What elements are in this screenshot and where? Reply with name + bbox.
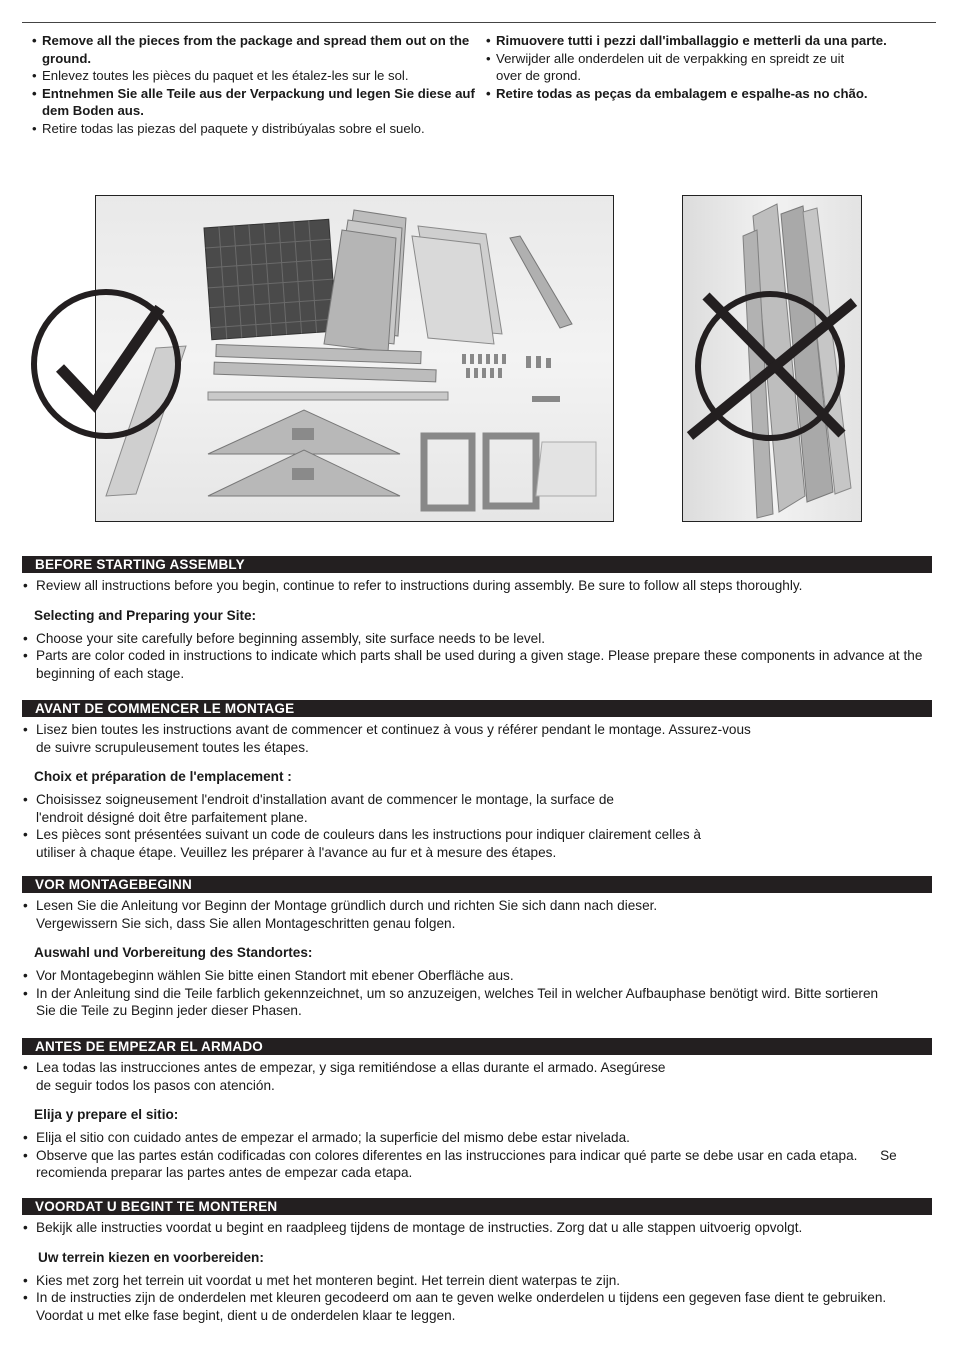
section-german [22, 876, 932, 1020]
section-subheading: Uw terrein kiezen en voorbereiden: [38, 1249, 264, 1265]
section-bullet: • Choose your site carefully before beginning assembly, site surface needs to be level. [22, 630, 932, 648]
intro-item: • Verwijder alle onderdelen uit de verpakking en spreidt ze uit over de grond. [486, 50, 866, 85]
section-intro-bullet: • Bekijk alle instructies voordat u begint en raadpleeg tijdens de montage de instructies. Zorg dat u alle stappen uitvoerig opvolgt. [22, 1219, 932, 1237]
section-subheading: Choix et préparation de l'emplacement : [34, 769, 292, 784]
section-subheading: Selecting and Preparing your Site: [34, 607, 257, 623]
section-subheading: Auswahl und Vorbereitung des Standortes: [34, 945, 313, 960]
top-rule [22, 22, 936, 23]
section-bullet: • Vor Montagebeginn wählen Sie bitte einen Standort mit ebener Oberfläche aus. [22, 967, 932, 985]
section-english [22, 556, 932, 682]
section-heading: VOR MONTAGEBEGINN [22, 876, 932, 893]
intro-right-column [486, 32, 946, 102]
section-intro-bullet: • Lesen Sie die Anleitung vor Beginn der Montage gründlich durch und richten Sie sich dann nach dieser. Vergewissern Sie sich, dass Sie allen Montageschritten genau folgen. [22, 897, 736, 932]
intro-item: • Rimuovere tutti i pezzi dall'imballaggio e metterli da una parte. [486, 32, 946, 50]
section-french [22, 700, 932, 861]
section-intro-bullet: • Review all instructions before you begin, continue to refer to instructions during assembly. Be sure to follow all steps thoroughly. [22, 577, 932, 595]
section-intro-bullet: • Lisez bien toutes les instructions avant de commencer et continuez à vous y référer pendant le montage. Assurez-vous de suivre scrupuleusement toutes les étapes. [22, 721, 756, 756]
section-heading: BEFORE STARTING ASSEMBLY [22, 556, 932, 573]
section-bullet: • In der Anleitung sind die Teile farblich gekennzeichnet, um so anzuzeigen, welches Teil in welcher Aufbauphase benötigt wird. Bitte sortieren Sie die Teile zu Beginn jeder dieser Phasen. [22, 985, 886, 1020]
section-bullet: • Les pièces sont présentées suivant un code de couleurs dans les instructions pour indiquer clairement celles à utiliser à chaque étape. Veuillez les préparer à l'avance au fur et à mesure des étapes. [22, 826, 736, 861]
intro-item: • Retire todas as peças da embalagem e espalhe-as no chão. [486, 85, 946, 103]
intro-item: • Entnehmen Sie alle Teile aus der Verpackung und legen Sie diese auf dem Boden aus. [32, 85, 487, 120]
section-bullet: • Kies met zorg het terrein uit voordat u met het monteren begint. Het terrein dient waterpas te zijn. [22, 1272, 932, 1290]
intro-left-column [32, 32, 487, 137]
section-bullet: • In de instructies zijn de onderdelen met kleuren gecodeerd om aan te geven welke onderdelen u tijdens een gegeven fase dient te gebruiken. Voordat u met elke fase begint, dient u de onderdelen klaar te leggen. [22, 1289, 926, 1324]
section-intro-bullet: • Lea todas las instrucciones antes de empezar, y siga remitiéndose a ellas durante el armado. Asegúrese de seguir todos los pasos con atención. [22, 1059, 676, 1094]
check-mark-icon [28, 286, 188, 446]
section-heading: ANTES DE EMPEZAR EL ARMADO [22, 1038, 932, 1055]
section-heading: VOORDAT U BEGINT TE MONTEREN [22, 1198, 932, 1215]
section-spanish [22, 1038, 932, 1182]
section-bullet: • Choisissez soigneusement l'endroit d'installation avant de commencer le montage, la surface de l'endroit désigné doit être parfaitement plane. [22, 791, 616, 826]
intro-item: • Remove all the pieces from the package and spread them out on the ground. [32, 32, 487, 67]
section-bullet: • Observe que las partes están codificadas con colores diferentes en las instrucciones para indicar qué parte se debe usar en cada etapa. Se recomienda preparar las partes antes de empezar cada etapa. [22, 1147, 916, 1182]
intro-item: • Enlevez toutes les pièces du paquet et les étalez-les sur le sol. [32, 67, 487, 85]
section-dutch [22, 1198, 932, 1324]
intro-item: • Retire todas las piezas del paquete y distribúyalas sobre el suelo. [32, 120, 487, 138]
cross-mark-icon [684, 286, 860, 446]
section-heading: AVANT DE COMMENCER LE MONTAGE [22, 700, 932, 717]
section-bullet: • Parts are color coded in instructions to indicate which parts shall be used during a given stage. Please prepare these components in advance at the beginning of each stage. [22, 647, 936, 682]
section-subheading: Elija y prepare el sitio: [34, 1107, 179, 1122]
section-bullet: • Elija el sitio con cuidado antes de empezar el armado; la superficie del mismo debe estar nivelada. [22, 1129, 932, 1147]
